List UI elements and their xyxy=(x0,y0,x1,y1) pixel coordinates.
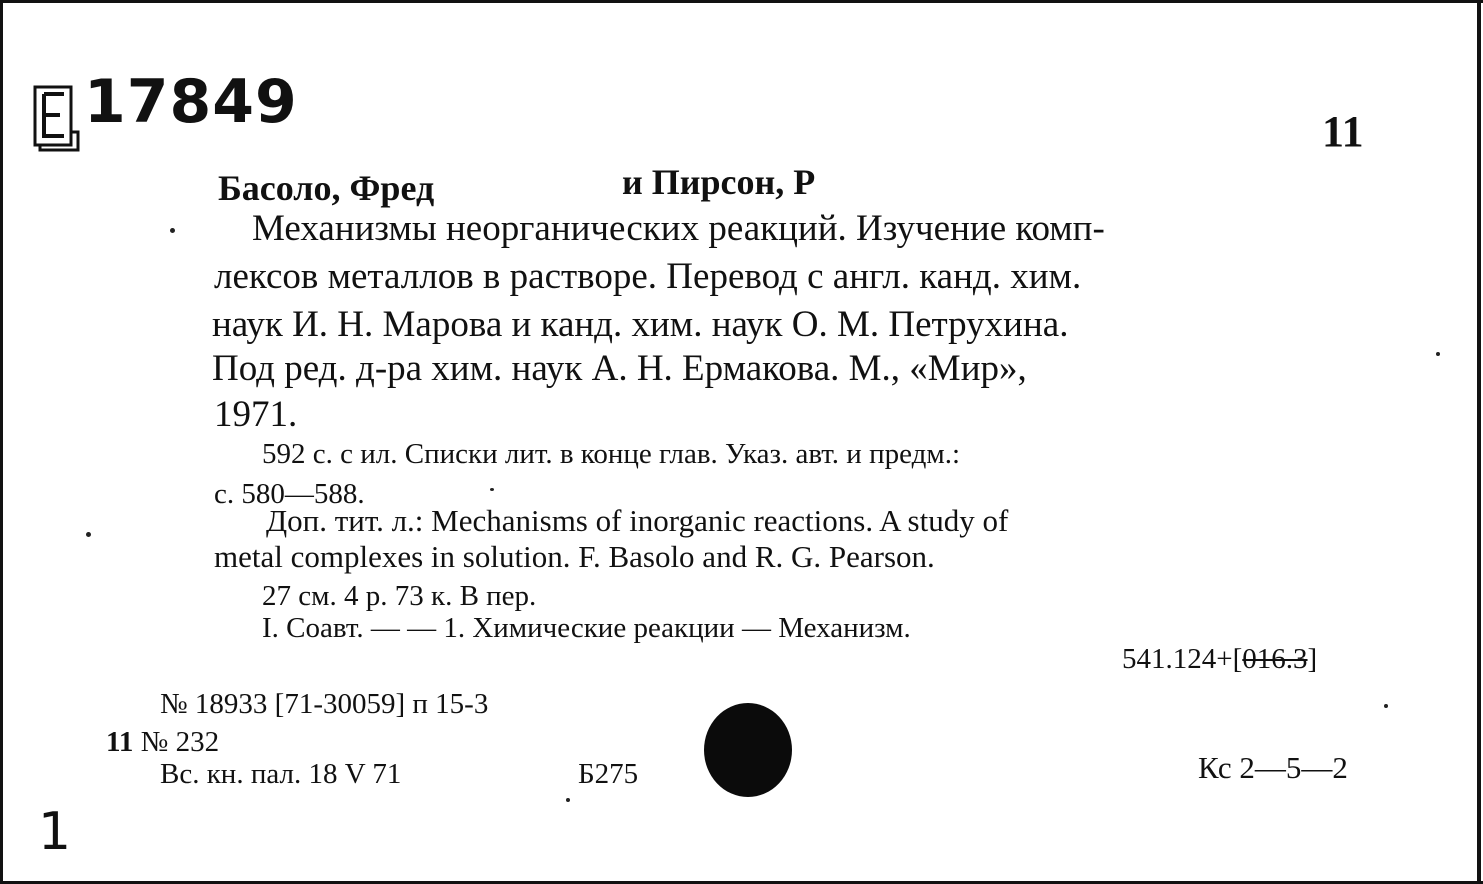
authors-secondary: и Пирсон, Р xyxy=(622,162,816,202)
scan-speck xyxy=(1384,704,1388,708)
kc-code: Кс 2—5—2 xyxy=(1198,750,1348,785)
udc-main: 541.124+ xyxy=(1122,643,1233,675)
copies-line xyxy=(106,728,219,757)
tracing-line: I. Соавт. — — 1. Химические реакции — Механизм. xyxy=(262,612,911,644)
copies-number: № 232 xyxy=(140,726,220,758)
scan-speck xyxy=(490,488,494,491)
punch-hole-icon xyxy=(704,703,792,797)
udc-code xyxy=(1122,645,1317,674)
copies-prefix: 11 xyxy=(106,726,134,758)
record-number-line: № 18933 [71-30059] п 15-3 xyxy=(160,688,489,720)
udc-bracket: [ xyxy=(1232,643,1243,675)
format-price-line: 27 см. 4 р. 73 к. В пер. xyxy=(262,580,537,612)
authors-primary: Басоло, Фред xyxy=(218,168,435,208)
card-border-left xyxy=(0,0,3,884)
title-line-5: 1971. xyxy=(214,394,298,435)
title-line-1: Механизмы неорганических реакций. Изучение комп- xyxy=(252,208,1105,249)
title-line-4: Под ред. д-ра хим. наук А. Н. Ермакова. М., «Мир», xyxy=(212,348,1027,389)
corner-handwritten-mark: 1 xyxy=(38,802,72,862)
e-stamp-icon xyxy=(32,84,80,152)
handwritten-inventory-code: 17849 xyxy=(84,67,298,137)
scan-speck xyxy=(170,228,175,233)
original-title-line-1: Доп. тит. л.: Mechanisms of inorganic reactions. A study of xyxy=(266,503,1009,538)
udc-struck-part: 016.3 xyxy=(1242,643,1308,675)
scan-speck xyxy=(1436,352,1440,356)
scan-speck xyxy=(566,798,570,802)
card-border-right xyxy=(1477,0,1481,884)
original-title-line-2: metal complexes in solution. F. Basolo and R. G. Pearson. xyxy=(214,539,935,574)
pages-line-2: с. 580—588. xyxy=(214,478,365,510)
code-b: Б275 xyxy=(578,758,639,790)
title-line-2: лексов металлов в растворе. Перевод с англ. канд. хим. xyxy=(214,256,1082,297)
card-border-top xyxy=(0,0,1483,3)
pages-line-1: 592 с. с ил. Списки лит. в конце глав. Указ. авт. и предм.: xyxy=(262,438,960,470)
udc-bracket-end: ] xyxy=(1307,643,1318,675)
scan-speck xyxy=(86,532,91,537)
book-chamber-line: Вс. кн. пал. 18 V 71 xyxy=(160,758,402,790)
page-number: 11 xyxy=(1322,107,1364,156)
title-line-3: наук И. Н. Марова и канд. хим. наук О. М. Петрухина. xyxy=(212,304,1069,345)
